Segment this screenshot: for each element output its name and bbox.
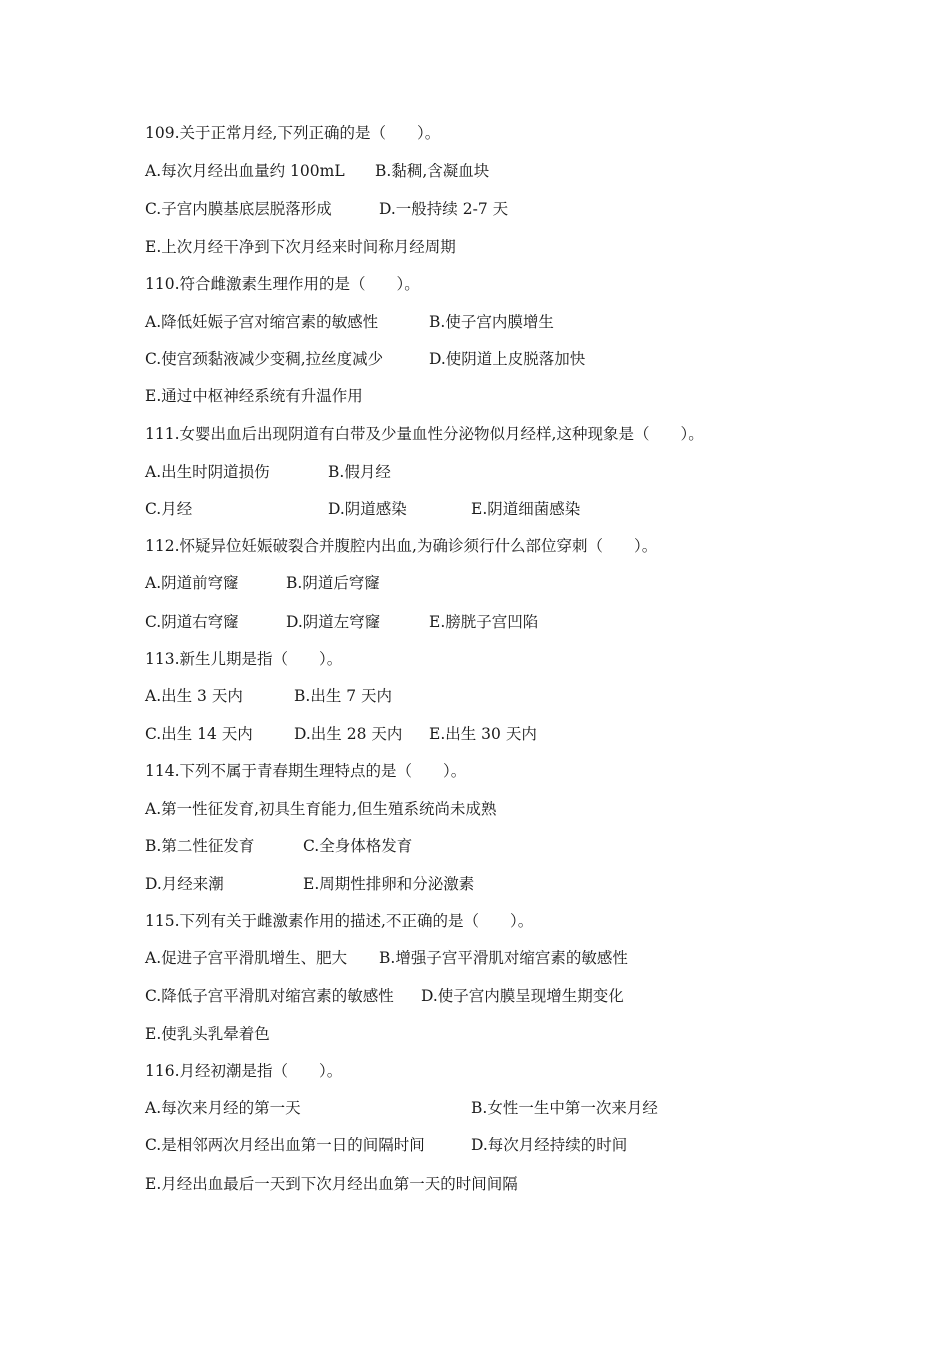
option-d: D.使子宫内膜呈现增生期变化: [421, 987, 624, 1005]
option-c: C.使宫颈黏液减少变稠,拉丝度减少: [145, 350, 384, 368]
option-b: B.假月经: [328, 463, 391, 481]
option-b: B.第二性征发育: [145, 837, 255, 855]
option-a: A.降低妊娠子宫对缩宫素的敏感性: [145, 313, 379, 331]
option-b: B.出生 7 天内: [294, 687, 393, 705]
option-b: B.阴道后穹窿: [286, 574, 380, 592]
option-a: A.出生时阴道损伤: [145, 463, 270, 481]
option-d: D.每次月经持续的时间: [471, 1136, 628, 1154]
option-c: C.全身体格发育: [303, 837, 413, 855]
option-c: C.出生 14 天内: [145, 725, 253, 743]
option-d: D.阴道左穹窿: [286, 613, 381, 631]
option-a: A.阴道前穹窿: [145, 574, 239, 592]
option-b: B.增强子宫平滑肌对缩宫素的敏感性: [379, 949, 628, 967]
option-c: C.是相邻两次月经出血第一日的间隔时间: [145, 1136, 425, 1154]
option-a: A.第一性征发育,初具生育能力,但生殖系统尚未成熟: [145, 800, 497, 818]
option-e: E.周期性排卵和分泌激素: [303, 875, 475, 893]
option-b: B.黏稠,含凝血块: [375, 162, 490, 180]
option-e: E.出生 30 天内: [429, 725, 537, 743]
option-b: B.女性一生中第一次来月经: [471, 1099, 658, 1117]
option-e: E.使乳头乳晕着色: [145, 1025, 270, 1043]
option-a: A.每次来月经的第一天: [145, 1099, 301, 1117]
option-d: D.一般持续 2-7 天: [379, 200, 509, 218]
option-a: A.每次月经出血量约 100mL: [145, 162, 345, 180]
option-c: C.子宫内膜基底层脱落形成: [145, 200, 332, 218]
option-e: E.月经出血最后一天到下次月经出血第一天的时间间隔: [145, 1175, 518, 1193]
option-c: C.阴道右穹窿: [145, 613, 239, 631]
option-e: E.膀胱子宫凹陷: [429, 613, 539, 631]
option-d: D.出生 28 天内: [294, 725, 403, 743]
option-e: E.通过中枢神经系统有升温作用: [145, 387, 363, 405]
option-e: E.上次月经干净到下次月经来时间称月经周期: [145, 238, 456, 256]
exam-page: 109.关于正常月经,下列正确的是（ ）。 A.每次月经出血量约 100mL B.黏稠,含凝血块 C.子宫内膜基底层脱落形成 D.一般持续 2-7 天 E.上次月经干净到下次月经来时间称月经周期 110.符合雌激素生理作用的是（ ）。 A.降低妊娠子宫对缩宫素的敏感性 B.使子宫内膜增生 C.使宫颈黏液减少变稠,拉丝度减少 D.使阴道上皮脱落加快 E.通过中枢神经系统有升温作用 111.女婴出血后出现阴道有白带及少量血性分泌物似月经样,这种现象是（ ）。 A.出生时阴道损伤 B.假月经 C.月经 D.阴道感染 E.阴道细菌感染 112.怀疑异位妊娠破裂合并腹腔内出血,为确诊须行什么部位穿刺（ ）。 A.阴道前穹窿 B.阴道后穹窿 C.阴道右穹窿 D.阴道左穹窿 E.膀胱子宫凹陷 113.新生儿期是指（ ）。 A.出生 3 天内 B.出生 7 天内 C.出生 14 天内 D.出生 28 天内 E.出生 30 天内 114.下列不属于青春期生理特点的是（ ）。 A.第一性征发育,初具生育能力,但生殖系统尚未成熟 B.第二性征发育 C.全身体格发育 D.月经来潮 E.周期性排卵和分泌激素 115.下列有关于雌激素作用的描述,不正确的是（ ）。 A.促进子宫平滑肌增生、肥大 B.增强子宫平滑肌对缩宫素的敏感性 C.降低子宫平滑肌对缩宫素的敏感性 D.使子宫内膜呈现增生期变化 E.使乳头乳晕着色 116.月经初潮是指（ ）。 A.每次来月经的第一天 B.女性一生中第一次来月经 C.是相邻两次月经出血第一日的间隔时间 D.每次月经持续的时间 E.月经出血最后一天到下次月经出血第一天的时间间隔: [0, 0, 952, 1347]
option-d: D.使阴道上皮脱落加快: [429, 350, 586, 368]
option-b: B.使子宫内膜增生: [429, 313, 554, 331]
option-c: C.降低子宫平滑肌对缩宫素的敏感性: [145, 987, 394, 1005]
option-e: E.阴道细菌感染: [471, 500, 581, 518]
option-a: A.出生 3 天内: [145, 687, 243, 705]
option-a: A.促进子宫平滑肌增生、肥大: [145, 949, 348, 967]
option-d: D.阴道感染: [328, 500, 407, 518]
option-c: C.月经: [145, 500, 193, 518]
option-d: D.月经来潮: [145, 875, 224, 893]
